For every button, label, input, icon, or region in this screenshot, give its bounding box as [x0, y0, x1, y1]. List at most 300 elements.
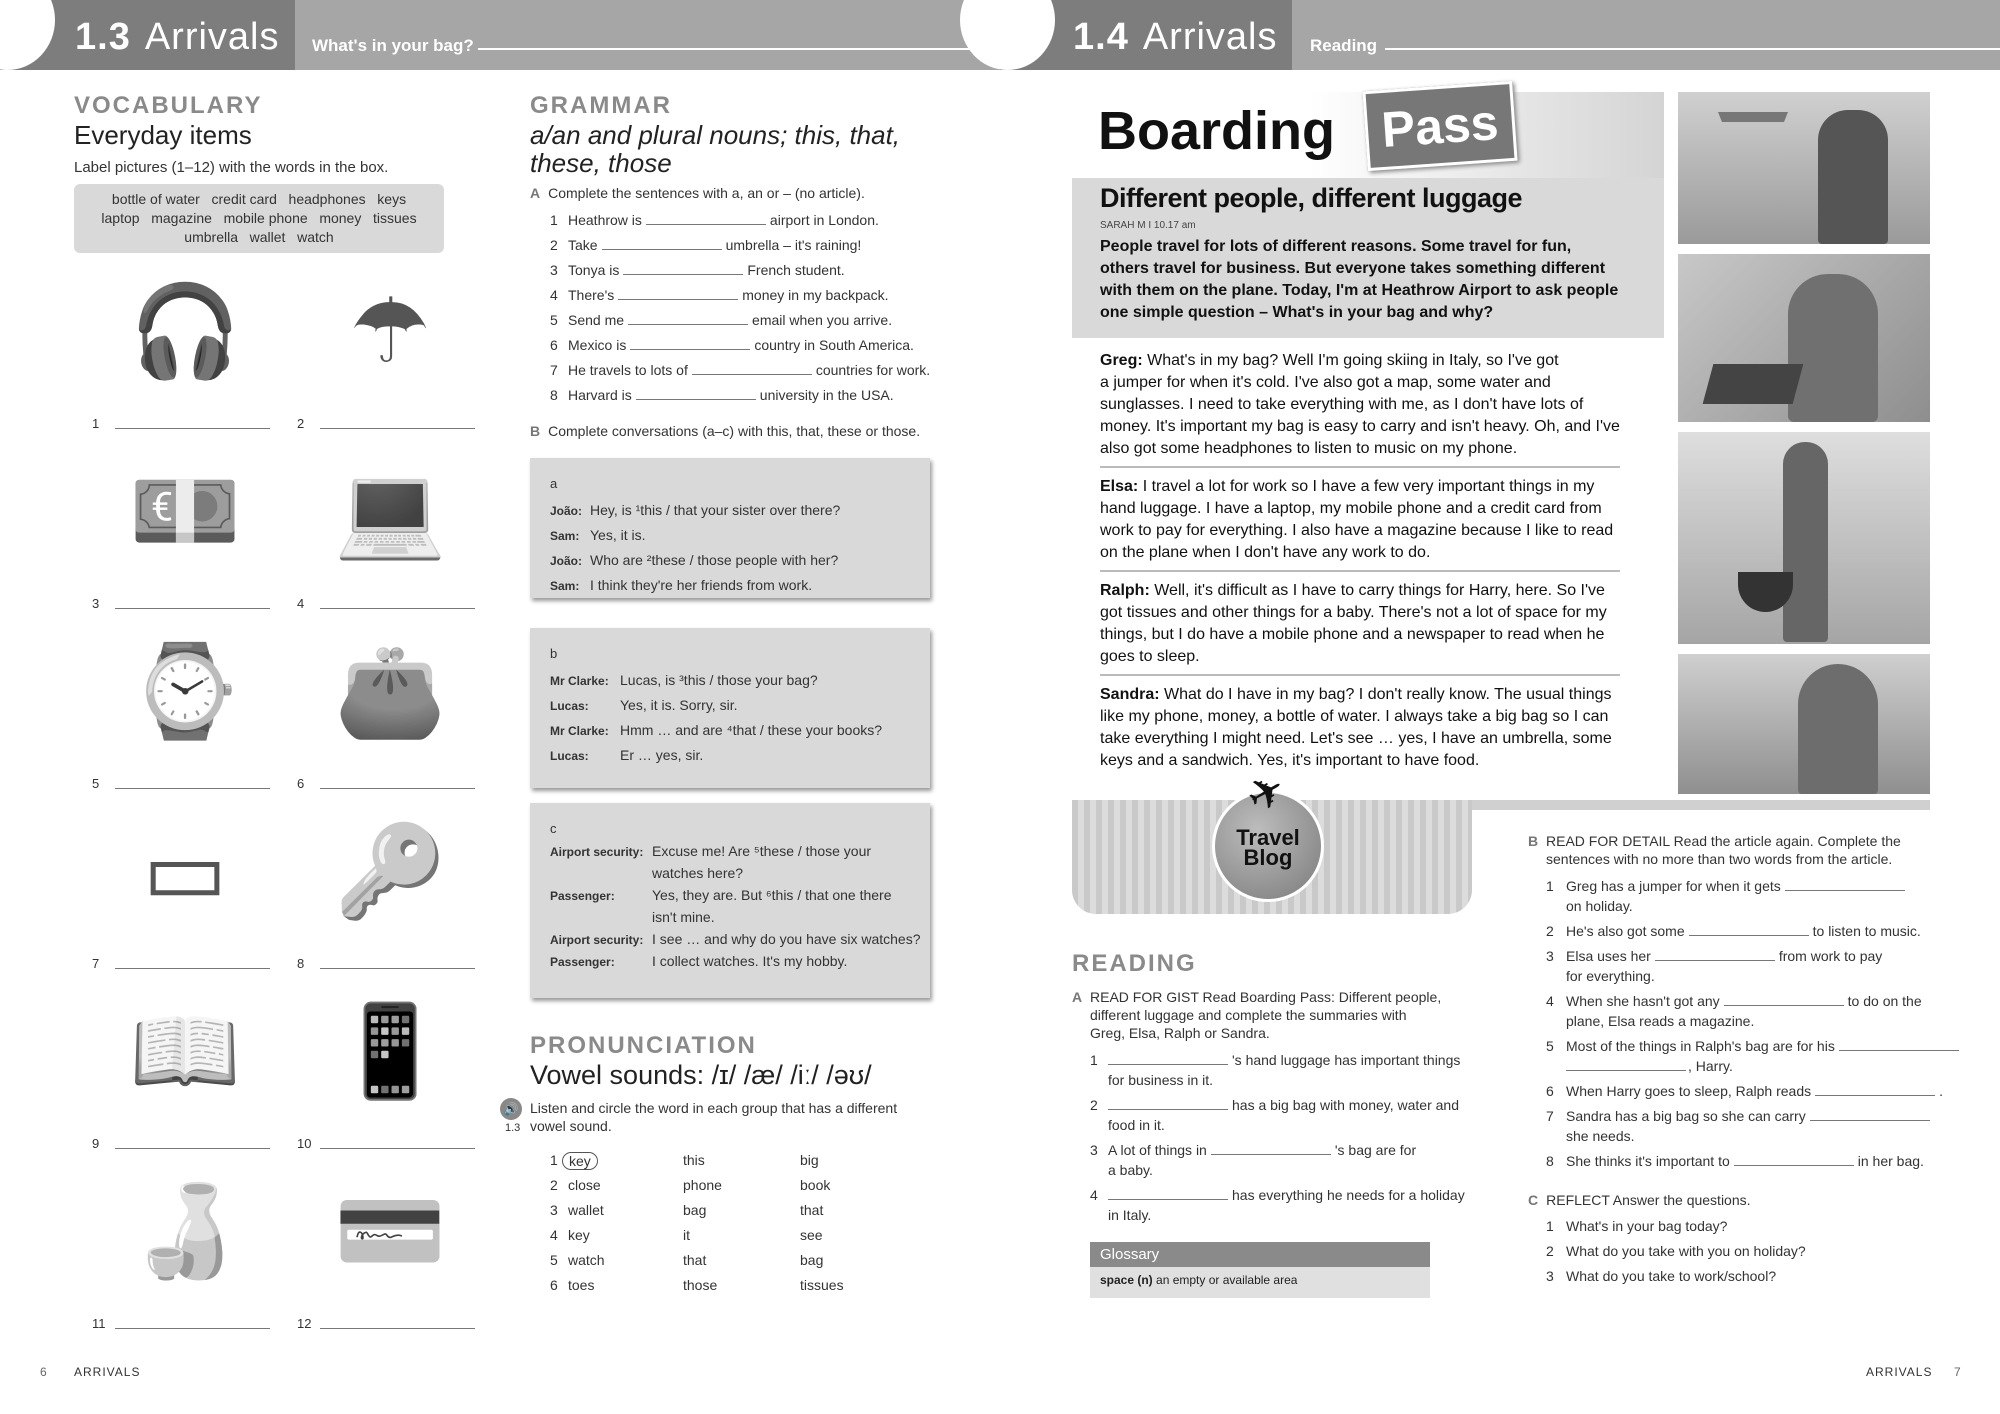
- detail-line-1: [1566, 1108, 1934, 1124]
- summary-text: has a big bag with money, water and: [1232, 1097, 1459, 1113]
- article-paragraph-line: [1100, 646, 1665, 668]
- glossary-definition: an empty or available area: [1152, 1273, 1298, 1287]
- speaker-name: Sandra:: [1100, 686, 1160, 703]
- sentence-number: 8: [550, 387, 558, 403]
- summary-blank[interactable]: [1108, 1064, 1228, 1065]
- answer-line[interactable]: [320, 1328, 475, 1329]
- answer-line[interactable]: [320, 788, 475, 789]
- sentence-post: email when you arrive.: [752, 312, 893, 328]
- reflect-block: [1528, 1192, 1751, 1208]
- grammar-sentence: [550, 212, 879, 228]
- article-intro: [1100, 236, 1618, 324]
- pron-word-3[interactable]: that: [800, 1202, 824, 1218]
- reading-a-line: different luggage and complete the summaries with: [1090, 1007, 1407, 1023]
- article-intro-line: People travel for lots of different reasons. Some travel for fun,: [1100, 238, 1572, 255]
- pron-number: 4: [550, 1227, 558, 1243]
- paragraph-text: also got some headphones to listen to music on my phone.: [1100, 440, 1518, 457]
- answer-line[interactable]: [320, 968, 475, 969]
- airport-tower-icon: [1718, 112, 1788, 172]
- paragraph-divider: [1100, 466, 1620, 468]
- detail-blank[interactable]: [1815, 1095, 1935, 1096]
- detail-line-2: [1566, 968, 1655, 984]
- sentence-number: 6: [550, 337, 558, 353]
- pronunciation-title: Vowel sounds: /ɪ/ /æ/ /iː/ /əʊ/: [530, 1060, 872, 1090]
- detail-blank[interactable]: [1839, 1050, 1959, 1051]
- utterance: I collect watches. It's my hobby.: [652, 953, 848, 969]
- summary-line-2: a baby.: [1108, 1162, 1153, 1178]
- paragraph-text: like my phone, money, a bottle of water. I always take a big bag so I can: [1100, 708, 1609, 725]
- article-paragraph-line: [1100, 416, 1665, 438]
- answer-line[interactable]: [115, 968, 270, 969]
- grammar-heading: GRAMMAR: [530, 92, 672, 119]
- summary-line-2: food in it.: [1108, 1117, 1165, 1133]
- wallet-icon: 👛: [333, 642, 447, 742]
- travel-blog-line2: Blog: [1243, 845, 1293, 870]
- detail-number: 7: [1546, 1108, 1554, 1124]
- utterance: Yes, it is. Sorry, sir.: [620, 697, 738, 713]
- sentence-post: money in my backpack.: [742, 287, 889, 303]
- speaker-name: Elsa:: [1100, 478, 1139, 495]
- detail-blank[interactable]: [1689, 935, 1809, 936]
- answer-line[interactable]: [115, 608, 270, 609]
- utterance: Er … yes, sir.: [620, 747, 704, 763]
- detail-number: 3: [1546, 948, 1554, 964]
- detail-line-1: [1566, 1083, 1943, 1099]
- pron-word-1[interactable]: wallet: [568, 1202, 604, 1218]
- paragraph-text: take everything I might need. Let's see … yes, I have an umbrella, some: [1100, 730, 1612, 747]
- pronunciation-instruction-1: Listen and circle the word in each group that has a different: [530, 1100, 898, 1116]
- conversation-line: [550, 527, 646, 543]
- pronunciation-instruction-2: vowel sound.: [530, 1118, 612, 1134]
- paragraph-text: goes to sleep.: [1100, 648, 1200, 665]
- picture-number: 11: [92, 1316, 106, 1331]
- detail-line-2: [1566, 898, 1633, 914]
- article-byline: SARAH M I 10.17 am: [1100, 220, 1196, 231]
- article-paragraph-line: [1100, 580, 1665, 602]
- sentence-pre: Harvard is: [568, 387, 632, 403]
- detail-text-b: in her bag.: [1857, 1153, 1924, 1169]
- pron-word-2[interactable]: it: [683, 1227, 690, 1243]
- audio-track-number: 1.3: [505, 1122, 521, 1134]
- right-unit-title: [1073, 16, 1278, 59]
- pron-word-2[interactable]: this: [683, 1152, 705, 1168]
- conversation-line: [550, 953, 847, 969]
- paragraph-text: keys and a sandwich. Yes, it's important to have food.: [1100, 752, 1480, 769]
- sentence-blank[interactable]: [602, 249, 722, 250]
- detail-blank[interactable]: [1785, 890, 1905, 891]
- pron-word-1[interactable]: close: [568, 1177, 601, 1193]
- detail-line-1: [1566, 948, 1882, 964]
- utterance: isn't mine.: [652, 909, 715, 925]
- detail-number: 8: [1546, 1153, 1554, 1169]
- right-footer-label: ARRIVALS: [1866, 1365, 1933, 1379]
- utterance: Who are ²these / those people with her?: [590, 552, 839, 568]
- vocabulary-title: Everyday items: [74, 120, 252, 150]
- article-paragraph-line: [1100, 542, 1665, 564]
- summary-number: 1: [1090, 1052, 1098, 1068]
- utterance: Yes, they are. But ⁶this / that one there: [652, 887, 892, 903]
- article-paragraph-line: [1100, 372, 1665, 394]
- detail-blank[interactable]: [1655, 960, 1775, 961]
- glossary-term: space (n): [1100, 1273, 1153, 1287]
- paragraph-text: I travel a lot for work so I have a few very important things in my: [1138, 478, 1595, 495]
- umbrella-icon: ☂: [349, 282, 431, 382]
- mobile-phone-icon: 📱: [333, 1002, 447, 1102]
- paragraph-text: money. It's important my bag is easy to carry and isn't heavy. Oh, and I've: [1100, 418, 1620, 435]
- reflect-instruction: REFLECT Answer the questions.: [1546, 1192, 1751, 1208]
- speaker: Airport security:: [550, 933, 644, 947]
- answer-line[interactable]: [115, 428, 270, 429]
- left-unit-title: [75, 16, 280, 59]
- pron-word-1[interactable]: key: [568, 1227, 590, 1243]
- pron-word-3[interactable]: tissues: [800, 1277, 844, 1293]
- utterance: I see … and why do you have six watches?: [652, 931, 921, 947]
- summary-line-1: [1108, 1187, 1465, 1203]
- conversation-c-box: [530, 803, 930, 998]
- article-intro-line: others travel for business. But everyone takes something different: [1100, 260, 1606, 277]
- vocabulary-heading: VOCABULARY: [74, 92, 263, 119]
- detail-text-2: on holiday.: [1566, 898, 1633, 914]
- paragraph-text: sunglasses. I need to take everything with me, as I don't have lots of: [1100, 396, 1584, 413]
- detail-number: 6: [1546, 1083, 1554, 1099]
- summary-text: A lot of things in: [1108, 1142, 1207, 1158]
- conversation-line: [550, 747, 703, 763]
- conversation-line: [550, 843, 871, 859]
- article-paragraph-line: [1100, 394, 1665, 416]
- vocabulary-instruction: Label pictures (1–12) with the words in the box.: [74, 159, 389, 176]
- conversation-line: [550, 672, 818, 688]
- utterance: Excuse me! Are ⁵these / those your: [652, 843, 872, 859]
- pron-word-3[interactable]: see: [800, 1227, 823, 1243]
- article-paragraph-line: [1100, 438, 1665, 460]
- speaker: Mr Clarke:: [550, 724, 609, 738]
- left-subtitle: What's in your bag?: [312, 36, 474, 55]
- pron-word-2[interactable]: those: [683, 1277, 718, 1293]
- detail-line-2: [1566, 1013, 1754, 1029]
- summary-number: 2: [1090, 1097, 1098, 1113]
- sentence-post: university in the USA.: [759, 387, 894, 403]
- keys-icon: 🔑: [333, 822, 447, 922]
- grammar-a-label: A: [530, 185, 541, 201]
- paragraph-text: Well, it's difficult as I have to carry things for Harry, here. So I've: [1149, 582, 1605, 599]
- conversation-line: [550, 502, 840, 518]
- detail-blank[interactable]: [1734, 1165, 1854, 1166]
- detail-number: 1: [1546, 878, 1554, 894]
- picture-number: 8: [297, 956, 305, 971]
- detail-blank[interactable]: [1724, 1005, 1844, 1006]
- grammar-title-line1: a/an and plural nouns; this, that,: [530, 120, 901, 150]
- conversation-line: [550, 577, 812, 593]
- detail-b-label: B: [1528, 833, 1539, 849]
- right-unit-name: Arrivals: [1142, 16, 1278, 58]
- summary-blank[interactable]: [1108, 1199, 1228, 1200]
- sentence-pre: Take: [568, 237, 598, 253]
- detail-text: When Harry goes to sleep, Ralph reads: [1566, 1083, 1812, 1099]
- grammar-b-block: [530, 423, 920, 439]
- pron-number: 2: [550, 1177, 558, 1193]
- sentence-blank[interactable]: [628, 324, 748, 325]
- answer-line[interactable]: [320, 608, 475, 609]
- speaker: Sam:: [550, 529, 580, 543]
- picture-number: 2: [297, 416, 305, 431]
- utterance: I think they're her friends from work.: [590, 577, 813, 593]
- answer-line[interactable]: [320, 428, 475, 429]
- paragraph-divider: [1100, 674, 1620, 676]
- sentence-number: 2: [550, 237, 558, 253]
- paragraph-text: What's in my bag? Well I'm going skiing in Italy, so I've got: [1142, 352, 1559, 369]
- pron-word-2[interactable]: phone: [683, 1177, 722, 1193]
- reading-heading: READING: [1072, 950, 1197, 977]
- detail-text: He's also got some: [1566, 923, 1685, 939]
- summary-number: 3: [1090, 1142, 1098, 1158]
- paragraph-text: hand luggage. I have a laptop, my mobile phone and a credit card from: [1100, 500, 1602, 517]
- magazine-icon: 📖: [128, 1002, 242, 1102]
- answer-line[interactable]: [115, 788, 270, 789]
- summary-line-2: for business in it.: [1108, 1072, 1214, 1088]
- left-header-line: [478, 48, 1000, 50]
- speaker: Sam:: [550, 579, 580, 593]
- conversation-line: [550, 931, 920, 947]
- speaker-name: Greg:: [1100, 352, 1143, 369]
- detail-line-1: [1566, 878, 1909, 894]
- article-paragraph-line: [1100, 498, 1665, 520]
- detail-text: Elsa uses her: [1566, 948, 1651, 964]
- pron-number: 5: [550, 1252, 558, 1268]
- bottle-icon: 🍶: [128, 1182, 242, 1282]
- article-paragraph-line: [1100, 476, 1665, 498]
- word-box-line: laptop magazine mobile phone money tissues: [101, 210, 417, 226]
- summary-blank[interactable]: [1211, 1154, 1331, 1155]
- sentence-number: 3: [550, 262, 558, 278]
- detail-line-2: [1566, 1058, 1733, 1074]
- summary-text-b: 's bag are for: [1334, 1142, 1417, 1158]
- speaker: Passenger:: [550, 955, 615, 969]
- picture-number: 7: [92, 956, 100, 971]
- grammar-sentence: [550, 362, 930, 378]
- article-title-boarding: Boarding: [1098, 101, 1335, 161]
- detail-line-2: [1566, 1128, 1635, 1144]
- detail-text-b: .: [1939, 1083, 1944, 1099]
- reflect-number: 3: [1546, 1268, 1554, 1284]
- paragraph-text: things, but I do have a mobile phone and a newspaper to read when he: [1100, 626, 1605, 643]
- reflect-question: What's in your bag today?: [1566, 1218, 1728, 1234]
- travel-blog-strip: [1472, 800, 1930, 810]
- sentence-blank[interactable]: [623, 274, 743, 275]
- summary-line-1: [1108, 1142, 1416, 1158]
- word-box-line: bottle of water credit card headphones keys: [111, 191, 407, 207]
- detail-number: 4: [1546, 993, 1554, 1009]
- right-page-number: 7: [1954, 1365, 1961, 1379]
- grammar-sentence: [550, 337, 914, 353]
- reflect-number: 2: [1546, 1243, 1554, 1259]
- grammar-a-instruction: Complete the sentences with a, an or – (no article).: [548, 185, 865, 201]
- reflect-number: 1: [1546, 1218, 1554, 1234]
- detail-text-2: , Harry.: [1688, 1058, 1733, 1074]
- picture-number: 6: [297, 776, 305, 791]
- detail-line-1: [1566, 993, 1922, 1009]
- utterance: Yes, it is.: [590, 527, 646, 543]
- reading-a-line: Greg, Elsa, Ralph or Sandra.: [1090, 1025, 1270, 1041]
- pron-number: 6: [550, 1277, 558, 1293]
- detail-b-block: [1528, 832, 1901, 868]
- tissues-icon: ▭: [142, 822, 228, 922]
- answer-line[interactable]: [115, 1148, 270, 1149]
- paragraph-text: on the plane when I don't have any work to do.: [1100, 544, 1431, 561]
- sentence-blank[interactable]: [692, 374, 812, 375]
- airplane-icon: ✈: [1238, 763, 1295, 824]
- sentence-pre: Heathrow is: [568, 212, 642, 228]
- travel-blog-text: [1212, 825, 1324, 870]
- left-page-number: 6: [40, 1365, 47, 1379]
- answer-line[interactable]: [320, 1148, 475, 1149]
- paragraph-text: a jumper for when it's cold. I've also got a map, some water and: [1100, 374, 1551, 391]
- article-paragraph-line: [1100, 602, 1665, 624]
- speaker-name: Ralph:: [1100, 582, 1150, 599]
- sentence-pre: Tonya is: [568, 262, 620, 278]
- summary-line-2: in Italy.: [1108, 1207, 1152, 1223]
- picture-number: 1: [92, 416, 100, 431]
- credit-card-icon: 💳: [333, 1182, 447, 1282]
- picture-number: 12: [297, 1316, 312, 1331]
- speaker: Passenger:: [550, 889, 615, 903]
- utterance: Lucas, is ³this / those your bag?: [620, 672, 818, 688]
- pron-word-1[interactable]: watch: [568, 1252, 605, 1268]
- sentence-post: airport in London.: [769, 212, 879, 228]
- detail-text: Greg has a jumper for when it gets: [1566, 878, 1781, 894]
- man-figure-icon: [1783, 442, 1828, 642]
- reflect-label: C: [1528, 1192, 1539, 1208]
- woman-figure-icon: [1788, 274, 1878, 422]
- utterance: Hey, is ¹this / that your sister over there?: [590, 502, 841, 518]
- detail-text-b: to listen to music.: [1812, 923, 1921, 939]
- paragraph-divider: [1100, 570, 1620, 572]
- money-icon: 💶: [128, 462, 242, 562]
- pron-word-3[interactable]: book: [800, 1177, 831, 1193]
- summary-blank[interactable]: [1108, 1109, 1228, 1110]
- audio-speaker-icon[interactable]: 🔊: [500, 1098, 522, 1120]
- conversation-line: [550, 887, 892, 903]
- pron-word-3[interactable]: bag: [800, 1252, 824, 1268]
- sentence-post: French student.: [747, 262, 845, 278]
- picture-number: 3: [92, 596, 100, 611]
- detail-line-1: [1566, 1153, 1924, 1169]
- reflect-question: What do you take to work/school?: [1566, 1268, 1777, 1284]
- left-unit-number: 1.3: [75, 16, 131, 58]
- travel-blog-line1: Travel: [1236, 825, 1300, 850]
- utterance: watches here?: [652, 865, 744, 881]
- article-paragraph-line: [1100, 350, 1665, 372]
- pron-number: 1: [550, 1152, 558, 1168]
- summary-number: 4: [1090, 1187, 1098, 1203]
- sentence-blank[interactable]: [618, 299, 738, 300]
- summary-text: 's hand luggage has important things: [1232, 1052, 1461, 1068]
- grammar-sentence: [550, 312, 892, 328]
- sentence-number: 5: [550, 312, 558, 328]
- conversation-line: [550, 697, 737, 713]
- pron-number: 3: [550, 1202, 558, 1218]
- detail-b-line: READ FOR DETAIL Read the article again. Complete the: [1546, 833, 1901, 849]
- utterance: Hmm … and are ⁴that / these your books?: [620, 722, 883, 738]
- article-paragraph: [1100, 580, 1665, 668]
- laptop-icon: 💻: [333, 462, 447, 562]
- older-woman-figure-icon: [1798, 664, 1878, 794]
- pron-word-1[interactable]: toes: [568, 1277, 595, 1293]
- conversation-label: b: [550, 646, 558, 661]
- detail-text-b: to do on the: [1847, 993, 1922, 1009]
- sentence-post: country in South America.: [754, 337, 914, 353]
- conversation-line: [550, 909, 715, 925]
- detail-text: When she hasn't got any: [1566, 993, 1720, 1009]
- detail-blank[interactable]: [1810, 1120, 1930, 1121]
- article-paragraph-line: [1100, 728, 1665, 750]
- pron-word-2[interactable]: that: [683, 1252, 707, 1268]
- left-unit-name: Arrivals: [144, 16, 280, 58]
- detail-text-2: for everything.: [1566, 968, 1655, 984]
- answer-line[interactable]: [115, 1328, 270, 1329]
- article-paragraph-line: [1100, 520, 1665, 542]
- reading-a-label: A: [1072, 989, 1083, 1005]
- detail-text-b: from work to pay: [1778, 948, 1883, 964]
- conversation-a-box: [530, 458, 930, 598]
- sentence-blank[interactable]: [646, 224, 766, 225]
- sentence-number: 4: [550, 287, 558, 303]
- article-paragraph-line: [1100, 750, 1665, 772]
- sentence-pre: Mexico is: [568, 337, 627, 353]
- article-paragraph-line: [1100, 684, 1665, 706]
- pron-word-3[interactable]: big: [800, 1152, 819, 1168]
- headphones-icon: 🎧: [128, 282, 242, 382]
- picture-number: 5: [92, 776, 100, 791]
- article-title-pass: Pass: [1379, 93, 1501, 159]
- paragraph-text: work to pay for everything. I also have a magazine because I like to read: [1100, 522, 1614, 539]
- article-headline: Different people, different luggage: [1100, 183, 1523, 213]
- detail-text: She thinks it's important to: [1566, 1153, 1730, 1169]
- article-intro-line: one simple question – What's in your bag and why?: [1100, 304, 1494, 321]
- article-paragraph: [1100, 684, 1665, 772]
- conversation-b-box: [530, 628, 930, 788]
- detail-line-1: [1566, 923, 1921, 939]
- conversation-line: [550, 552, 838, 568]
- photo-woman-laptop: [1678, 254, 1930, 422]
- paragraph-text: got tissues and other things for a baby. There's not a lot of space for my: [1100, 604, 1607, 621]
- sentence-blank[interactable]: [636, 399, 756, 400]
- picture-number: 9: [92, 1136, 100, 1151]
- article-title-pass-badge: [1362, 81, 1517, 171]
- grammar-sentence: [550, 387, 894, 403]
- detail-blank-2[interactable]: [1566, 1070, 1686, 1071]
- sentence-blank[interactable]: [630, 349, 750, 350]
- pron-word-1[interactable]: key: [562, 1152, 598, 1170]
- right-header-line: [1385, 48, 2000, 50]
- right-subtitle: Reading: [1310, 36, 1378, 55]
- paragraph-text: What do I have in my bag? I don't really know. The usual things: [1159, 686, 1612, 703]
- detail-text: Most of the things in Ralph's bag are for his: [1566, 1038, 1835, 1054]
- article-paragraph: [1100, 476, 1665, 564]
- sentence-pre: There's: [568, 287, 615, 303]
- speaker: Mr Clarke:: [550, 674, 609, 688]
- grammar-b-label: B: [530, 423, 541, 439]
- backpacker-figure-icon: [1818, 110, 1888, 244]
- glossary-title: Glossary: [1090, 1242, 1430, 1267]
- detail-number: 5: [1546, 1038, 1554, 1054]
- summary-line-1: [1108, 1052, 1460, 1068]
- detail-text-2: she needs.: [1566, 1128, 1635, 1144]
- conversation-label: a: [550, 476, 558, 491]
- right-unit-number: 1.4: [1073, 16, 1129, 58]
- pron-word-2[interactable]: bag: [683, 1202, 707, 1218]
- conversation-label: c: [550, 821, 557, 836]
- watch-icon: ⌚: [128, 642, 242, 742]
